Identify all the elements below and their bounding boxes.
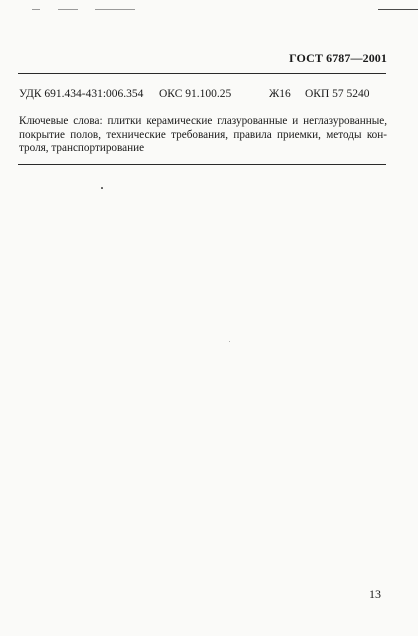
bottom-divider bbox=[18, 164, 386, 165]
standard-code: ГОСТ 6787—2001 bbox=[289, 51, 387, 65]
oks-code: ОКС 91.100.25 bbox=[159, 88, 232, 100]
udk-code: УДК 691.434-431:006.354 bbox=[19, 88, 144, 100]
keywords-line: троля, транспортирование bbox=[19, 142, 145, 154]
scan-mark bbox=[95, 9, 135, 10]
group-code: Ж16 bbox=[269, 88, 291, 100]
classification-row bbox=[19, 88, 385, 104]
top-divider bbox=[18, 73, 386, 74]
keywords-line: покрытие полов, технические требования, правила приемки, методы кон- bbox=[19, 128, 387, 141]
keywords-line: Ключевые слова: плитки керамические глазурованные и неглазурованные, bbox=[19, 115, 387, 127]
scan-mark bbox=[58, 9, 78, 10]
scan-edge-marks bbox=[0, 9, 418, 13]
page-number: 13 bbox=[369, 587, 381, 601]
scan-speck bbox=[229, 341, 230, 342]
scan-mark bbox=[32, 9, 40, 10]
scan-speck bbox=[101, 187, 103, 189]
okp-code: ОКП 57 5240 bbox=[305, 88, 370, 100]
keywords-paragraph bbox=[19, 115, 387, 156]
scan-mark bbox=[378, 9, 418, 10]
